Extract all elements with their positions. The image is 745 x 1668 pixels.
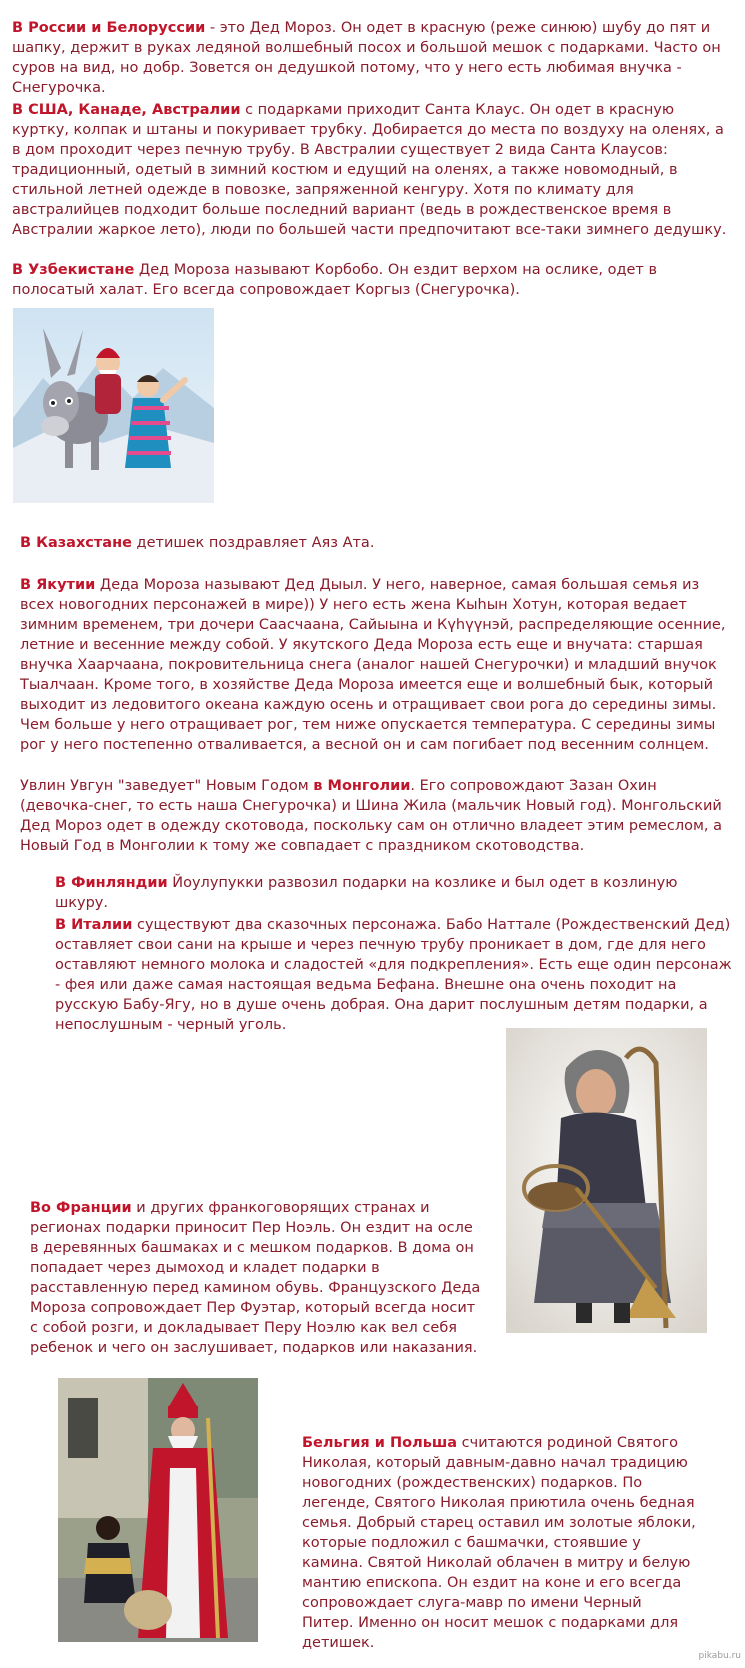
text-belgium: считаются родиной Святого Николая, который давным-давно начал традицию новогодних (рождественских) подарков. По легенде, Святого Николая приютила очень бедная семья. Добрый старец оставил им золотые яблоки, которые подложил с башмачки, стоявшие у камина. Святой Николай облачен в митру и белую мантию епископа. Он ездит на коне и его всегда сопровождает слуга-мавр по имени Черный Питер. Именно он носит мешок с подарками для детишек. [302,1435,696,1651]
country-france: Во Франции [30,1200,132,1216]
country-russia: В России и Белоруссии [12,20,206,36]
korbobo-illustration [13,308,214,503]
paragraph-uzbekistan [12,260,732,300]
paragraph-usa [12,100,732,240]
text-finland: Йоулупукки развозил подарки на козлике и был одет в козлиную шкуру. [55,875,678,911]
text-france: и других франкоговорящих странах и регионах подарки приносит Пер Ноэль. Он ездит на осле в деревянных башмаках и с мешком подарков. В дома он попадает через дымоход и кладет подарки в расставленную перед камином обувь. Французского Деда Мороза сопровождает Пер Фуэтар, который всегда носит с собой розги, и докладывает Перу Ноэлю как вел себя ребенок и чего он заслушивает, подарков или наказания. [30,1200,481,1356]
paragraph-mongolia [20,776,732,856]
watermark: pikabu.ru [698,1651,741,1661]
country-yakutia: В Якутии [20,577,96,593]
text-yakutia: Деда Мороза называют Дед Дыыл. У него, наверное, самая большая семья из всех новогодних персонажей в мире)) У него есть жена Кыhын Хотун, которая ведает зимним временем, три дочери Саасчаана, Сайыына и Күһүүнэй, распределяющие осенние, летние и весенние между собой. У якутского Деда Мороза есть еще и внучата: старшая внучка Хаарчаана, покровительница снега (аналог нашей Снегурочки) и младший внучок Тыалчаан. Кроме того, в хозяйстве Деда Мороза имеется еще и волшебный бык, который выходит из ледовитого океана каждую осень и отращивает свои рога до середины зимы. Чем больше у него отращивает рог, тем ниже опускается температура. С середины зимы рог у него постепенно отваливается, а весной он и сам погибает под весенним солнцем. [20,577,726,753]
paragraph-belgium [302,1433,697,1653]
text-italy: существуют два сказочных персонажа. Бабо Наттале (Рождественский Дед) оставляет свои сани на крыше и через печную трубу проникает в дом, где для него оставляют немного молока и сладостей «для подкрепления». Есть еще один персонаж - фея или даже самая настоящая ведьма Бефана. Внешне она очень походит на русскую Бабу-Ягу, но в душе очень добрая. Она дарит послушным детям подарки, а непослушным - черный уголь. [55,917,732,1033]
paragraph-france [30,1198,485,1358]
country-italy: В Италии [55,917,133,933]
paragraph-finland [55,873,735,913]
country-usa: В США, Канаде, Австралии [12,102,241,118]
paragraph-kazakhstan [20,533,732,553]
saint-nicholas-photo [58,1378,258,1642]
text-mongolia-after: . Его сопровождают Зазан Охин (девочка-снег, то есть наша Снегурочка) и Шина Жила (мальчик Новый год). Монгольский Дед Мороз одет в одежду скотовода, поскольку сам он отлично владеет этим ремеслом, а Новый Год в Монголии к тому же совпадает с праздником скотоводства. [20,778,723,854]
text-russia: - это Дед Мороз. Он одет в красную (реже синюю) шубу до пят и шапку, держит в руках ледяной волшебный посох и большой мешок с подарками. Часто он суров на вид, но добр. Зовется он дедушкой потому, что у него есть любимая внучка - Снегурочка. [12,20,721,96]
text-kazakhstan: детишек поздравляет Аяз Ата. [131,535,375,551]
text-mongolia-before: Увлин Увгун "заведует" Новым Годом [20,778,314,794]
country-mongolia: в Монголии [313,778,411,794]
country-finland: В Финляндии [55,875,168,891]
paragraph-italy [55,915,735,1035]
text-uzbekistan: Дед Мороза называют Корбобо. Он ездит верхом на ослике, одет в полосатый халат. Его всегда сопровождает Коргыз (Снегурочка). [12,262,658,298]
paragraph-russia [12,18,732,98]
paragraph-yakutia [20,575,732,755]
country-kazakhstan: В Казахстане [20,535,132,551]
country-uzbekistan: В Узбекистане [12,262,135,278]
country-belgium: Бельгия и Польша [302,1435,458,1451]
befana-photo [506,1028,707,1333]
text-usa: с подарками приходит Санта Клаус. Он одет в красную куртку, колпак и штаны и покуривает трубку. Добирается до места по воздуху на оленях, а в дом проходит через печную трубу. В Австралии существует 2 вида Санта Клаусов: традиционный, одетый в зимний костюм и едущий на оленях, а также новомодный, в стильной летней одежде в повозке, запряженной кенгуру. Хотя по климату для австралийцев подходит больше последний вариант (ведь в рождественское время в Австралии жаркое лето), люди по большей части предпочитают все-таки зимнего дедушку. [12,102,727,238]
